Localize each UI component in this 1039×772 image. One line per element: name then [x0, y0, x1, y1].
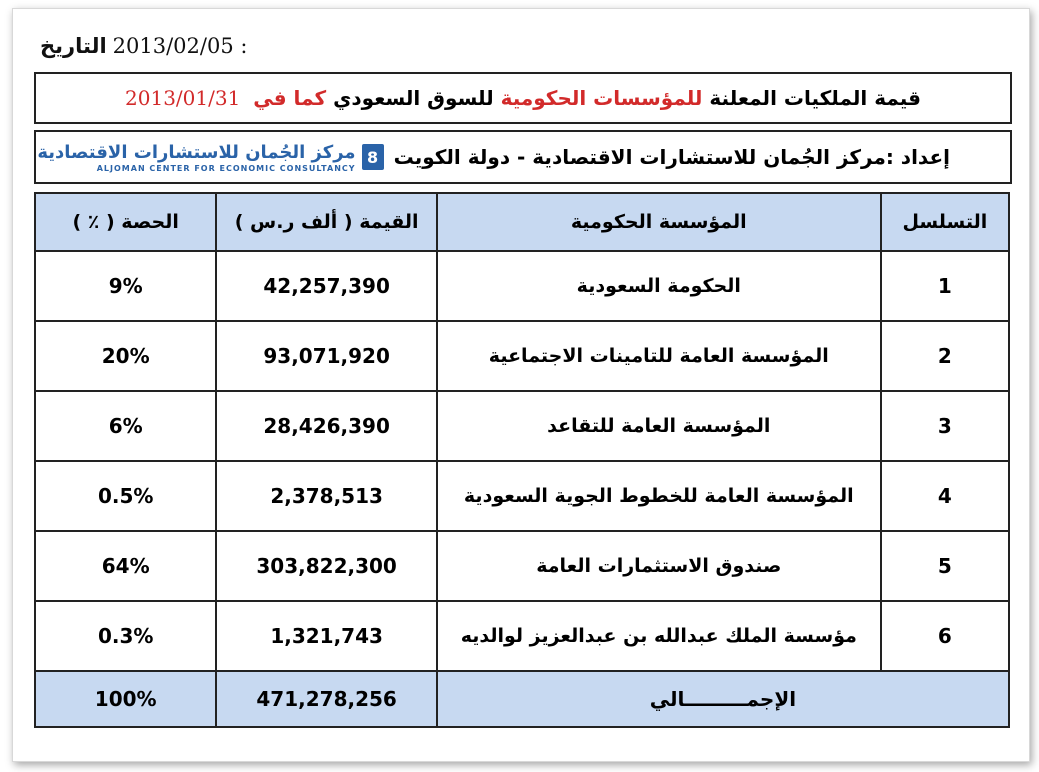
total-label: الإجمـــــــــالي [437, 671, 1009, 727]
table-row [35, 391, 1009, 461]
cell-institution: المؤسسة العامة للخطوط الجوية السعودية [437, 461, 881, 531]
report-title [34, 72, 1012, 124]
title-part3: للسوق السعودي [333, 86, 494, 110]
total-row [35, 671, 1009, 727]
cell-seq: 6 [881, 601, 1009, 671]
header-seq: التسلسل [881, 193, 1009, 251]
title-part1: قيمة الملكيات المعلنة [709, 86, 921, 110]
report-date [40, 34, 247, 58]
cell-value: 28,426,390 [216, 391, 436, 461]
aljoman-logo-icon: 8 [362, 144, 384, 170]
cell-seq: 2 [881, 321, 1009, 391]
logo-arabic-text: مركز الجُمان للاستشارات الاقتصادية [37, 141, 356, 163]
total-value: 471,278,256 [216, 671, 436, 727]
title-date: 2013/01/31 [125, 86, 241, 110]
cell-seq: 1 [881, 251, 1009, 321]
aljoman-logo [37, 142, 383, 173]
header-institution: المؤسسة الحكومية [437, 193, 881, 251]
cell-institution: مؤسسة الملك عبدالله بن عبدالعزيز لوالديه [437, 601, 881, 671]
cell-share: 6% [35, 391, 216, 461]
table-row [35, 251, 1009, 321]
title-part2: للمؤسسات الحكومية [500, 86, 703, 110]
table-row [35, 531, 1009, 601]
header-share: الحصة ( ٪ ) [35, 193, 216, 251]
date-label: التاريخ [40, 34, 107, 58]
header-value: القيمة ( ألف ر.س ) [216, 193, 436, 251]
cell-share: 0.3% [35, 601, 216, 671]
table-header-row [35, 193, 1009, 251]
logo-english-text: ALJOMAN CENTER FOR ECONOMIC CONSULTANCY [96, 163, 356, 173]
table-row [35, 321, 1009, 391]
cell-institution: المؤسسة العامة للتامينات الاجتماعية [437, 321, 881, 391]
date-value: 2013/02/05 : [112, 34, 248, 58]
ownership-table [34, 192, 1010, 728]
cell-institution: المؤسسة العامة للتقاعد [437, 391, 881, 461]
cell-share: 64% [35, 531, 216, 601]
table-row [35, 461, 1009, 531]
table-row [35, 601, 1009, 671]
prepared-by-box [34, 130, 1012, 184]
cell-value: 1,321,743 [216, 601, 436, 671]
cell-institution: الحكومة السعودية [437, 251, 881, 321]
cell-value: 303,822,300 [216, 531, 436, 601]
cell-share: 20% [35, 321, 216, 391]
cell-value: 2,378,513 [216, 461, 436, 531]
cell-seq: 5 [881, 531, 1009, 601]
prepared-by-text: إعداد :مركز الجُمان للاستشارات الاقتصادية - دولة الكويت [393, 145, 950, 169]
cell-seq: 3 [881, 391, 1009, 461]
cell-institution: صندوق الاستثمارات العامة [437, 531, 881, 601]
cell-value: 93,071,920 [216, 321, 436, 391]
cell-seq: 4 [881, 461, 1009, 531]
cell-share: 9% [35, 251, 216, 321]
title-part4: كما في [253, 86, 327, 110]
total-share: 100% [35, 671, 216, 727]
cell-share: 0.5% [35, 461, 216, 531]
cell-value: 42,257,390 [216, 251, 436, 321]
